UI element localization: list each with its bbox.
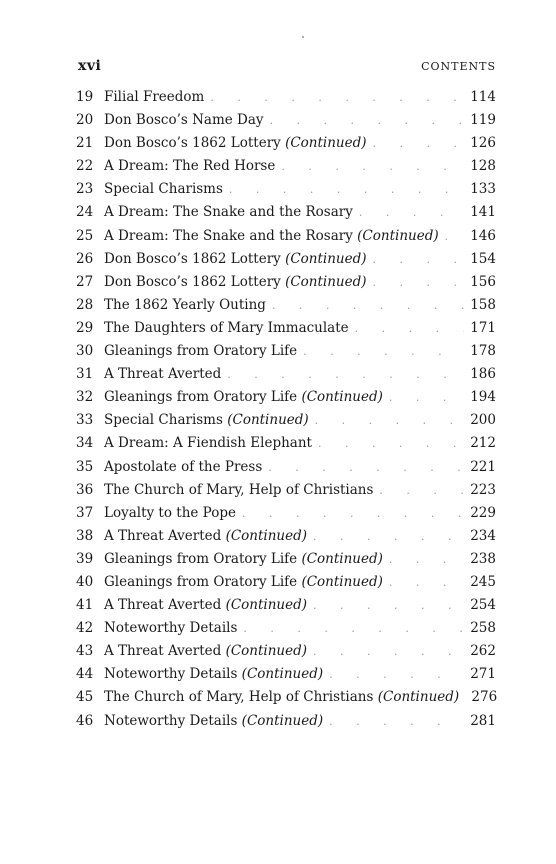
chapter-title-text: Special Charisms bbox=[104, 412, 228, 429]
dot-leader bbox=[329, 663, 464, 686]
continued-label: (Continued) bbox=[241, 666, 324, 683]
chapter-title bbox=[104, 363, 221, 386]
page-reference: 200 bbox=[470, 412, 496, 429]
chapter-title bbox=[104, 340, 297, 363]
chapter-title-text: The 1862 Yearly Outing bbox=[104, 296, 266, 313]
continued-label: (Continued) bbox=[285, 250, 367, 267]
chapter-number: 28 bbox=[76, 296, 94, 313]
chapter-title bbox=[104, 432, 312, 455]
chapter-title-text: A Threat Averted bbox=[104, 527, 226, 544]
page-reference: 156 bbox=[470, 273, 496, 290]
dot-leader bbox=[227, 363, 464, 386]
page-reference: 171 bbox=[470, 319, 496, 336]
chapter-title-text: A Dream: The Red Horse bbox=[104, 158, 276, 175]
dot-leader bbox=[373, 248, 464, 271]
continued-label: (Continued) bbox=[301, 389, 383, 406]
toc-entry bbox=[76, 432, 496, 455]
chapter-title-text: Don Bosco’s 1862 Lottery bbox=[104, 250, 286, 267]
chapter-title bbox=[104, 640, 307, 663]
chapter-title-text: A Threat Averted bbox=[104, 597, 226, 614]
page-header bbox=[78, 58, 496, 76]
page-reference: 212 bbox=[470, 435, 496, 452]
page-reference: 128 bbox=[470, 158, 496, 175]
page-reference: 262 bbox=[470, 643, 496, 660]
page-reference: 258 bbox=[470, 620, 496, 637]
chapter-title-text: Filial Freedom bbox=[104, 89, 205, 105]
chapter-title-text: Gleanings from Oratory Life bbox=[104, 343, 298, 360]
chapter-number: 40 bbox=[76, 573, 94, 590]
toc-entry bbox=[76, 86, 496, 109]
page-reference: 178 bbox=[470, 343, 496, 360]
toc-entry bbox=[76, 479, 496, 502]
toc-entry bbox=[76, 201, 496, 224]
page-reference: 154 bbox=[470, 250, 496, 267]
page-reference: 119 bbox=[470, 112, 496, 129]
chapter-number: 32 bbox=[76, 389, 94, 406]
toc-entry bbox=[76, 594, 496, 617]
chapter-title-text: A Threat Averted bbox=[104, 366, 222, 383]
dot-leader bbox=[229, 178, 464, 201]
toc-entry bbox=[76, 109, 496, 132]
chapter-title-text: Gleanings from Oratory Life bbox=[104, 573, 302, 590]
chapter-number: 22 bbox=[76, 158, 94, 175]
toc-entry bbox=[76, 571, 496, 594]
page-reference: 223 bbox=[470, 481, 496, 498]
chapter-number: 33 bbox=[76, 412, 94, 429]
dot-leader bbox=[242, 502, 464, 525]
page-reference: 229 bbox=[470, 504, 496, 521]
chapter-title bbox=[104, 409, 309, 432]
chapter-title-text: A Dream: The Snake and the Rosary bbox=[104, 227, 358, 244]
page-reference: 221 bbox=[470, 458, 496, 475]
page-reference: 238 bbox=[470, 550, 496, 567]
page-reference: 146 bbox=[470, 227, 496, 244]
toc-entry bbox=[76, 294, 496, 317]
page-reference: 114 bbox=[470, 89, 496, 105]
chapter-number: 44 bbox=[76, 666, 94, 683]
chapter-title bbox=[104, 502, 236, 525]
continued-label: (Continued) bbox=[225, 597, 308, 614]
chapter-number: 27 bbox=[76, 273, 94, 290]
page-reference: 234 bbox=[470, 527, 496, 544]
chapter-title bbox=[104, 109, 264, 132]
toc-entry bbox=[76, 617, 496, 640]
page-reference: 271 bbox=[470, 666, 496, 683]
dot-leader bbox=[373, 271, 464, 294]
chapter-title bbox=[104, 686, 459, 709]
chapter-title-text: Don Bosco’s Name Day bbox=[104, 112, 264, 129]
chapter-title bbox=[104, 617, 237, 640]
dot-leader bbox=[389, 571, 464, 594]
chapter-number: 41 bbox=[76, 597, 94, 614]
chapter-title bbox=[104, 548, 383, 571]
dot-leader bbox=[315, 409, 464, 432]
chapter-title bbox=[104, 201, 353, 224]
chapter-title bbox=[104, 663, 323, 686]
stray-mark bbox=[302, 36, 304, 38]
toc-entry bbox=[76, 178, 496, 201]
dot-leader bbox=[210, 86, 464, 109]
chapter-title bbox=[104, 479, 373, 502]
chapter-number: 45 bbox=[76, 689, 94, 706]
toc-entry bbox=[76, 132, 496, 155]
chapter-number: 38 bbox=[76, 527, 94, 544]
chapter-number: 43 bbox=[76, 643, 94, 660]
chapter-title bbox=[104, 710, 323, 733]
dot-leader bbox=[313, 640, 464, 663]
continued-label: (Continued) bbox=[225, 527, 308, 544]
toc-entry bbox=[76, 386, 496, 409]
chapter-number: 42 bbox=[76, 620, 94, 637]
chapter-title-text: The Daughters of Mary Immaculate bbox=[104, 319, 349, 336]
chapter-title bbox=[104, 456, 262, 479]
chapter-number: 19 bbox=[76, 89, 94, 105]
continued-label: (Continued) bbox=[241, 712, 324, 729]
chapter-title-text: Noteworthy Details bbox=[104, 712, 242, 729]
page-reference: 126 bbox=[470, 135, 496, 152]
chapter-title-text: Loyalty to the Pope bbox=[104, 504, 236, 521]
toc-entry bbox=[76, 502, 496, 525]
chapter-number: 35 bbox=[76, 458, 94, 475]
chapter-number: 30 bbox=[76, 343, 94, 360]
page-reference: 133 bbox=[470, 181, 496, 198]
dot-leader bbox=[270, 109, 464, 132]
chapter-title-text: Don Bosco’s 1862 Lottery bbox=[104, 273, 286, 290]
toc-entry bbox=[76, 248, 496, 271]
dot-leader bbox=[272, 294, 464, 317]
toc-entry bbox=[76, 548, 496, 571]
page-reference: 194 bbox=[470, 389, 496, 406]
chapter-number: 20 bbox=[76, 112, 94, 129]
chapter-title-text: A Threat Averted bbox=[104, 643, 226, 660]
chapter-title bbox=[104, 132, 367, 155]
chapter-title bbox=[104, 178, 223, 201]
chapter-number: 34 bbox=[76, 435, 94, 452]
chapter-number: 39 bbox=[76, 550, 94, 567]
chapter-title bbox=[104, 594, 307, 617]
toc-entry bbox=[76, 225, 496, 248]
toc-entry bbox=[76, 155, 496, 178]
chapter-title bbox=[104, 86, 204, 109]
continued-label: (Continued) bbox=[285, 273, 367, 290]
continued-label: (Continued) bbox=[377, 689, 460, 706]
continued-label: (Continued) bbox=[227, 412, 309, 429]
chapter-title bbox=[104, 525, 307, 548]
chapter-number: 37 bbox=[76, 504, 94, 521]
dot-leader bbox=[389, 386, 464, 409]
chapter-number: 46 bbox=[76, 712, 94, 729]
page-reference: 245 bbox=[470, 573, 496, 590]
chapter-number: 23 bbox=[76, 181, 94, 198]
chapter-title bbox=[104, 317, 349, 340]
continued-label: (Continued) bbox=[285, 135, 367, 152]
toc-entry bbox=[76, 409, 496, 432]
chapter-title bbox=[104, 225, 439, 248]
dot-leader bbox=[359, 201, 464, 224]
chapter-title bbox=[104, 155, 275, 178]
dot-leader bbox=[445, 225, 464, 248]
dot-leader bbox=[355, 317, 464, 340]
chapter-number: 24 bbox=[76, 204, 94, 221]
dot-leader bbox=[303, 340, 464, 363]
dot-leader bbox=[379, 479, 464, 502]
toc-entry bbox=[76, 363, 496, 386]
toc-entry bbox=[76, 710, 496, 733]
chapter-title-text: The Church of Mary, Help of Christians bbox=[104, 481, 374, 498]
chapter-title-text: Noteworthy Details bbox=[104, 620, 238, 637]
dot-leader bbox=[318, 432, 464, 455]
dot-leader bbox=[389, 548, 464, 571]
chapter-title-text: Gleanings from Oratory Life bbox=[104, 389, 302, 406]
chapter-title bbox=[104, 248, 367, 271]
continued-label: (Continued) bbox=[301, 550, 383, 567]
page-number: xvi bbox=[78, 58, 102, 74]
chapter-title bbox=[104, 294, 266, 317]
dot-leader bbox=[281, 155, 464, 178]
chapter-title-text: Apostolate of the Press bbox=[104, 458, 263, 475]
dot-leader bbox=[313, 594, 464, 617]
chapter-title-text: A Dream: A Fiendish Elephant bbox=[104, 435, 312, 452]
toc-entry bbox=[76, 686, 496, 709]
chapter-title bbox=[104, 271, 367, 294]
page-reference: 141 bbox=[470, 204, 496, 221]
continued-label: (Continued) bbox=[225, 643, 308, 660]
chapter-number: 29 bbox=[76, 319, 94, 336]
dot-leader bbox=[243, 617, 464, 640]
dot-leader bbox=[313, 525, 464, 548]
continued-label: (Continued) bbox=[357, 227, 439, 244]
chapter-title-text: Special Charisms bbox=[104, 181, 223, 198]
chapter-title-text: Noteworthy Details bbox=[104, 666, 242, 683]
page-reference: 276 bbox=[471, 689, 498, 706]
chapter-number: 21 bbox=[76, 135, 94, 152]
chapter-title-text: A Dream: The Snake and the Rosary bbox=[104, 204, 353, 221]
toc-entry bbox=[76, 456, 496, 479]
chapter-title-text: Don Bosco’s 1862 Lottery bbox=[104, 135, 286, 152]
chapter-title-text: Gleanings from Oratory Life bbox=[104, 550, 302, 567]
chapter-number: 36 bbox=[76, 481, 94, 498]
page-reference: 158 bbox=[470, 296, 496, 313]
toc-entry bbox=[76, 663, 496, 686]
table-of-contents bbox=[76, 86, 496, 733]
toc-entry bbox=[76, 525, 496, 548]
toc-entry bbox=[76, 640, 496, 663]
chapter-number: 25 bbox=[76, 227, 94, 244]
chapter-title bbox=[104, 386, 383, 409]
page-reference: 281 bbox=[470, 712, 496, 729]
chapter-title bbox=[104, 571, 383, 594]
chapter-number: 26 bbox=[76, 250, 94, 267]
toc-entry bbox=[76, 317, 496, 340]
continued-label: (Continued) bbox=[301, 573, 383, 590]
page-reference: 186 bbox=[470, 366, 496, 383]
dot-leader bbox=[373, 132, 464, 155]
dot-leader bbox=[329, 710, 464, 733]
chapter-title-text: The Church of Mary, Help of Christians bbox=[104, 689, 378, 706]
running-head: CONTENTS bbox=[421, 60, 496, 73]
dot-leader bbox=[268, 456, 464, 479]
chapter-number: 31 bbox=[76, 366, 94, 383]
page-reference: 254 bbox=[470, 597, 496, 614]
toc-entry bbox=[76, 271, 496, 294]
toc-entry bbox=[76, 340, 496, 363]
